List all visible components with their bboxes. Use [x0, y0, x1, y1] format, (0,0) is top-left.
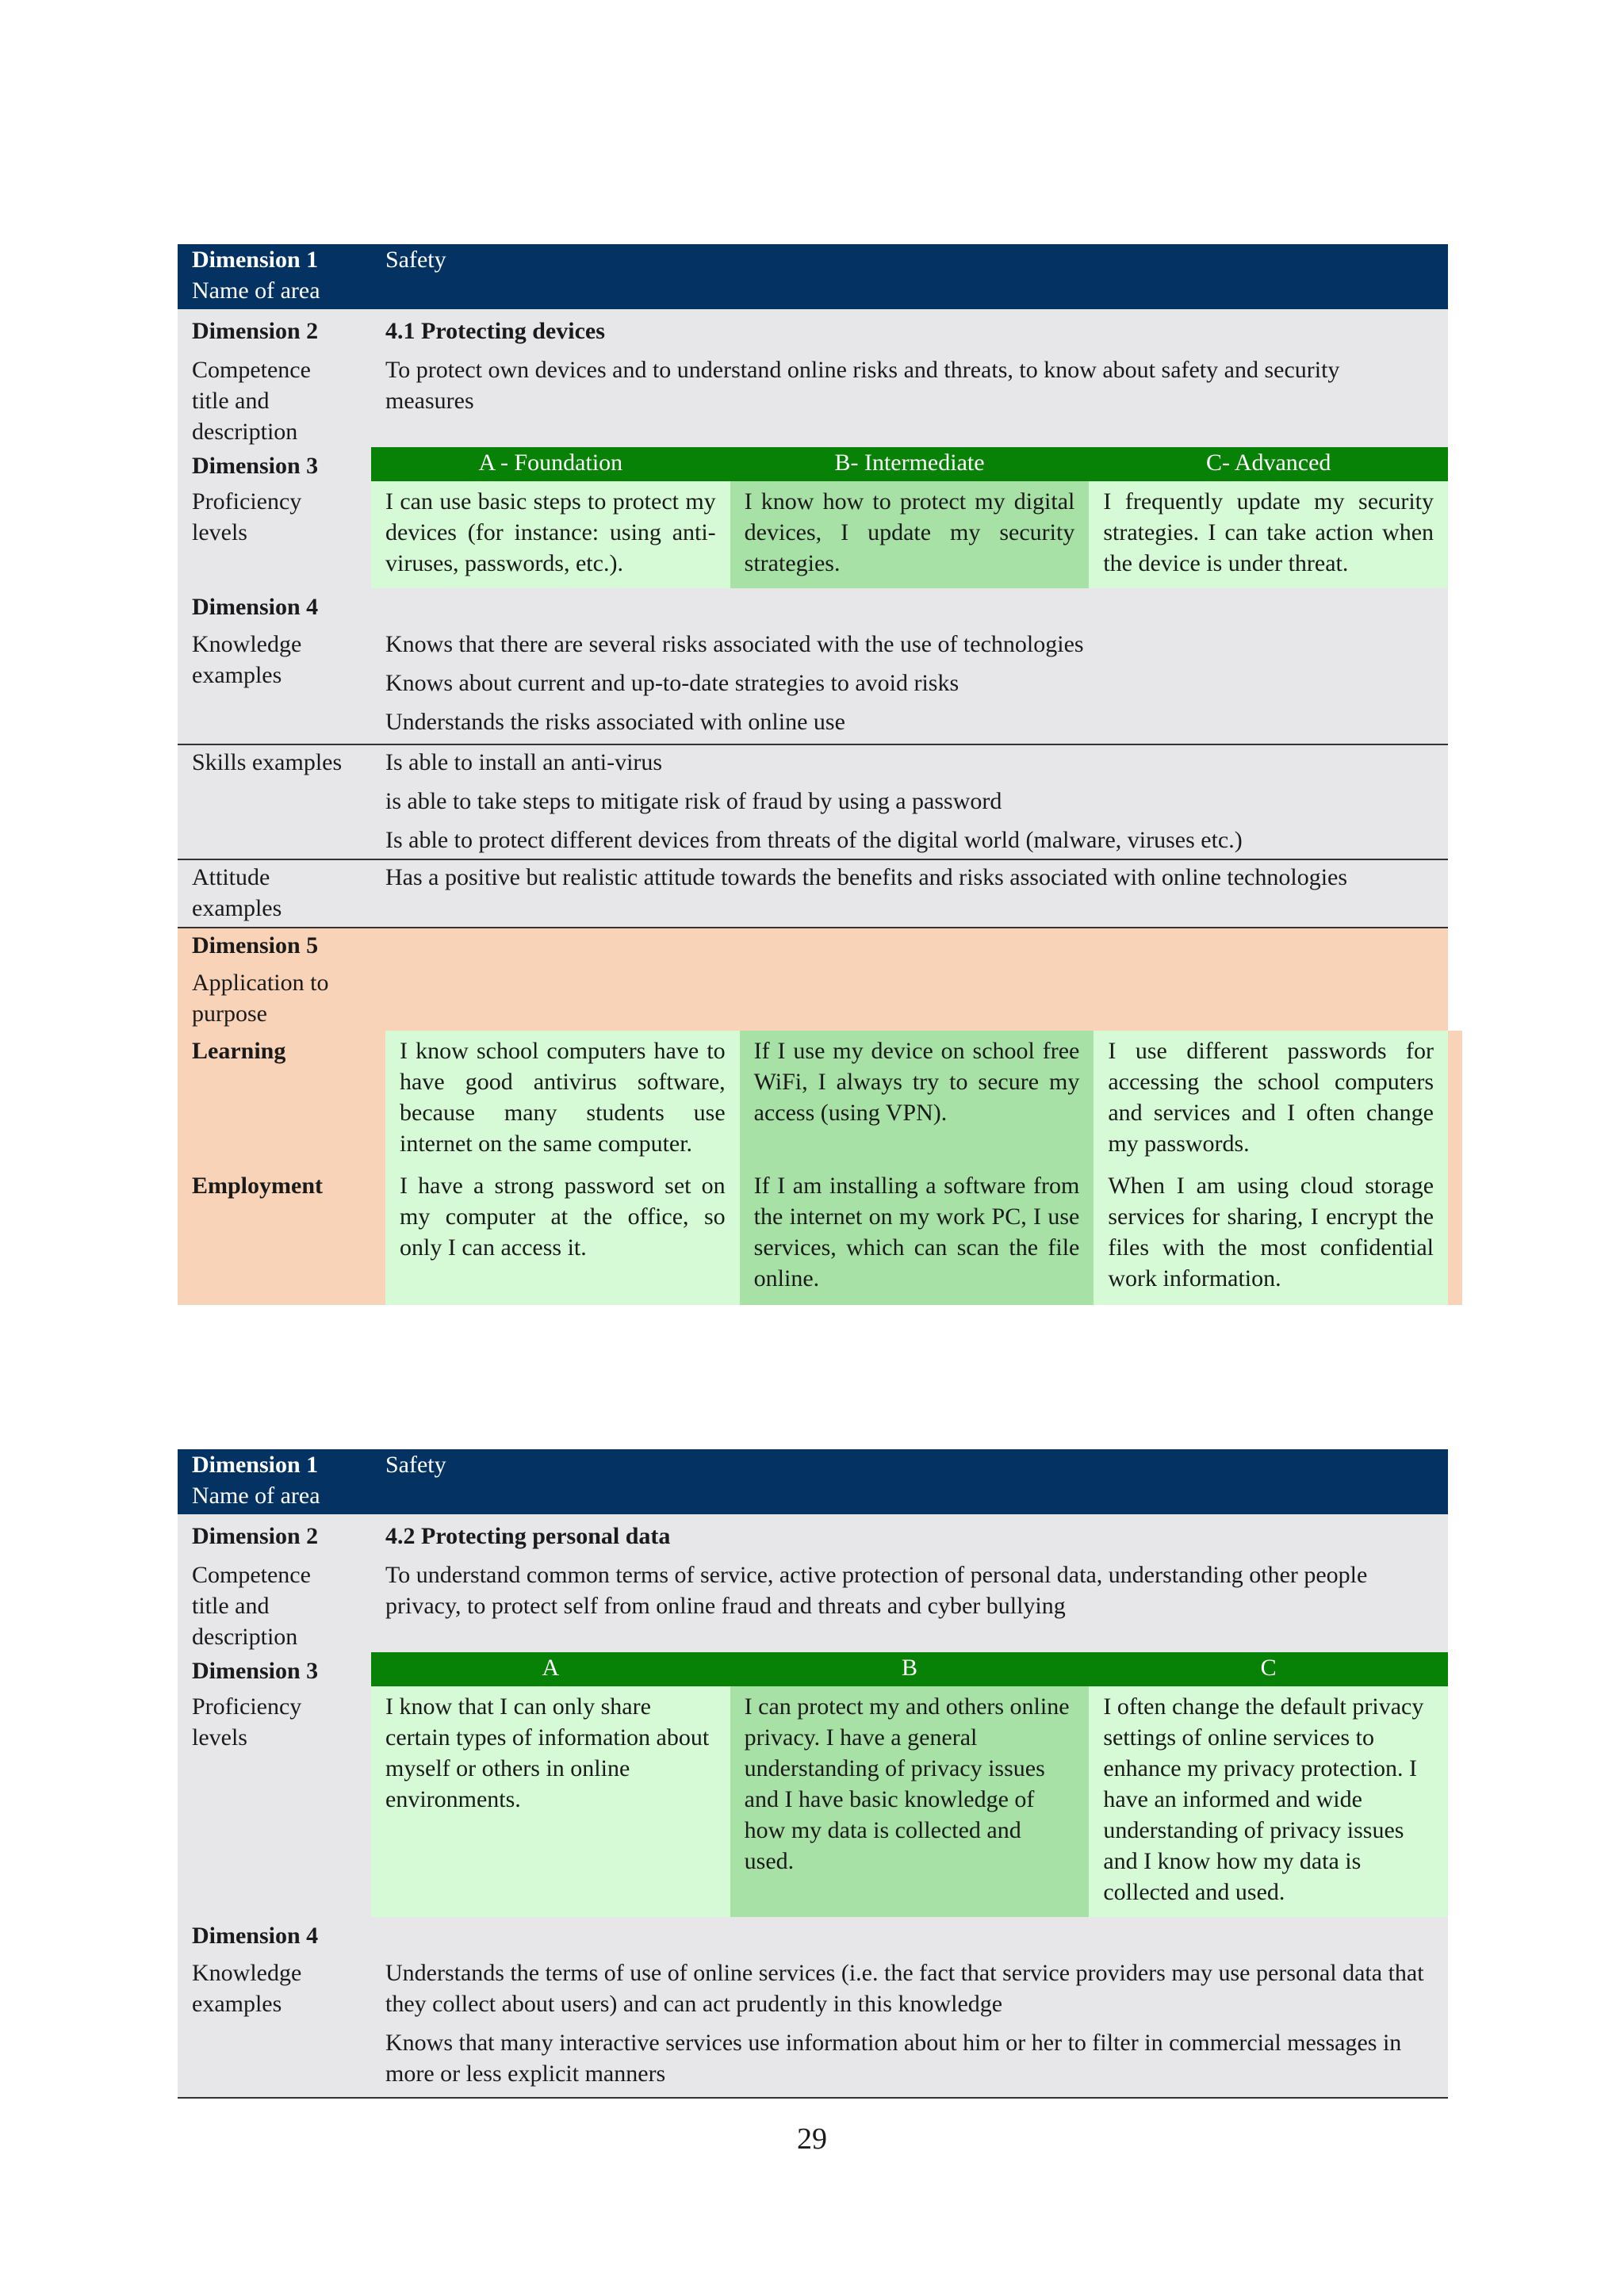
proficiency-levels-label: Proficiency levels — [192, 488, 302, 545]
dimension-5-row — [178, 928, 1448, 961]
knowledge-item: Knows that there are several risks associated with the use of technologies — [385, 631, 1084, 657]
skills-item: Is able to protect different devices from threats of the digital world (malware, viruses etc.) — [385, 827, 1243, 853]
skills-label: Skills examples — [192, 749, 343, 775]
name-of-area-label: Name of area — [192, 277, 320, 304]
knowledge-label: Knowledge examples — [192, 1960, 302, 2017]
dimension-4-label: Dimension 4 — [192, 594, 319, 620]
proficiency-headers — [371, 1652, 1448, 1686]
level-b-text: I can protect my and others online privacy. I have a general understanding of privacy issues and I have basic knowledge of how my data is collected and used. — [730, 1686, 1090, 1917]
header-level-a: A — [542, 1655, 560, 1681]
learning-cells — [385, 1031, 1448, 1169]
level-a-text: I can use basic steps to protect my devices (for instance: using anti-viruses, passwords, etc.). — [371, 481, 730, 588]
name-of-area-row — [178, 1480, 1448, 1514]
level-a-text: I know that I can only share certain types of information about myself or others in online environments. — [371, 1686, 730, 1917]
level-c-text: I frequently update my security strategies. I can take action when the device is under threat. — [1089, 481, 1448, 588]
dimension-2-label: Dimension 2 — [192, 1523, 319, 1549]
employment-cells — [385, 1169, 1448, 1305]
knowledge-item: Knows that many interactive services use information about him or her to filter in commercial messages in more or less explicit manners — [385, 2030, 1402, 2087]
competence-description-row — [178, 1552, 1448, 1652]
application-label: Application to purpose — [192, 970, 329, 1027]
knowledge-item: Knows about current and up-to-date strategies to avoid risks — [385, 670, 959, 696]
competence-description-row — [178, 346, 1448, 447]
header-level-b: B — [902, 1655, 918, 1681]
header-level-a: A - Foundation — [478, 450, 623, 476]
proficiency-headers — [371, 447, 1448, 481]
proficiency-levels-row — [178, 1686, 1448, 1917]
dimension-2-label: Dimension 2 — [192, 318, 319, 344]
skills-list — [371, 745, 1448, 859]
proficiency-cells — [371, 1686, 1448, 1917]
header-level-c: C- Advanced — [1205, 450, 1331, 476]
learning-a: I know school computers have to have good antivirus software, because many students use internet on the same computer. — [385, 1031, 740, 1169]
header-level-b: B- Intermediate — [834, 450, 985, 476]
competence-title: 4.1 Protecting devices — [385, 318, 605, 344]
dimension-3-row — [178, 447, 1448, 481]
proficiency-levels-row — [178, 481, 1448, 588]
competence-table-4-1 — [178, 244, 1448, 1305]
skills-item: Is able to install an anti-virus — [385, 749, 663, 775]
area-name: Safety — [385, 247, 446, 273]
dimension-4-label: Dimension 4 — [192, 1923, 319, 1949]
skills-row — [178, 744, 1448, 859]
employment-row — [178, 1169, 1462, 1305]
competence-description: To protect own devices and to understand online risks and threats, to know about safety and security measures — [385, 357, 1340, 414]
level-b-text: I know how to protect my digital devices, I update my security strategies. — [730, 481, 1090, 588]
name-of-area-label: Name of area — [192, 1483, 320, 1509]
dimension-2-row — [178, 1514, 1448, 1552]
competence-description: To understand common terms of service, active protection of personal data, understanding other people privacy, to protect self from online fraud and threats and cyber bullying — [385, 1562, 1368, 1619]
dimension-3-label: Dimension 3 — [192, 1658, 319, 1684]
dimension-3-row — [178, 1652, 1448, 1686]
dimension-5-label: Dimension 5 — [192, 932, 319, 959]
area-name: Safety — [385, 1452, 446, 1478]
header-level-c: C — [1260, 1655, 1277, 1681]
name-of-area-row — [178, 275, 1448, 309]
skills-item: is able to take steps to mitigate risk of fraud by using a password — [385, 788, 1002, 814]
dimension-1-label: Dimension 1 — [192, 1452, 319, 1478]
dimension-4-row — [178, 1917, 1448, 1951]
proficiency-cells — [371, 481, 1448, 588]
application-row — [178, 961, 1448, 1031]
employment-a: I have a strong password set on my computer at the office, so only I can access it. — [385, 1169, 740, 1305]
attitude-row — [178, 859, 1448, 928]
dimension-1-row — [178, 244, 1448, 275]
page-number: 29 — [797, 2122, 827, 2156]
attitude-label: Attitude examples — [192, 864, 282, 921]
dimension-4-row — [178, 588, 1448, 622]
knowledge-list — [371, 622, 1448, 744]
knowledge-item: Understands the risks associated with online use — [385, 709, 845, 735]
knowledge-label: Knowledge examples — [192, 631, 302, 688]
employment-c: When I am using cloud storage services for sharing, I encrypt the files with the most confidential work information. — [1094, 1169, 1448, 1305]
competence-description-label: Competence title and description — [192, 1562, 311, 1650]
learning-b: If I use my device on school free WiFi, I always try to secure my access (using VPN). — [740, 1031, 1094, 1169]
proficiency-levels-label: Proficiency levels — [192, 1693, 302, 1751]
knowledge-row — [178, 622, 1448, 744]
dimension-2-row — [178, 309, 1448, 346]
learning-c: I use different passwords for accessing the school computers and services and I often change my passwords. — [1094, 1031, 1448, 1169]
competence-table-4-2 — [178, 1449, 1448, 2099]
employment-b: If I am installing a software from the internet on my work PC, I use services, which can scan the file online. — [740, 1169, 1094, 1305]
knowledge-row — [178, 1951, 1448, 2099]
dimension-1-row — [178, 1449, 1448, 1480]
learning-row — [178, 1031, 1462, 1169]
knowledge-item: Understands the terms of use of online services (i.e. the fact that service providers may use personal data that they collect about users) and can act prudently in this knowledge — [385, 1960, 1424, 2017]
dimension-3-label: Dimension 3 — [192, 453, 319, 479]
competence-description-label: Competence title and description — [192, 357, 311, 445]
learning-label: Learning — [192, 1038, 286, 1064]
attitude-text: Has a positive but realistic attitude towards the benefits and risks associated with online technologies — [385, 864, 1348, 890]
competence-title: 4.2 Protecting personal data — [385, 1523, 671, 1549]
level-c-text: I often change the default privacy settings of online services to enhance my privacy protection. I have an informed and wide understanding of privacy issues and I know how my data is collected and used. — [1089, 1686, 1448, 1917]
dimension-1-label: Dimension 1 — [192, 247, 319, 273]
employment-label: Employment — [192, 1173, 323, 1199]
knowledge-list — [371, 1951, 1448, 2097]
